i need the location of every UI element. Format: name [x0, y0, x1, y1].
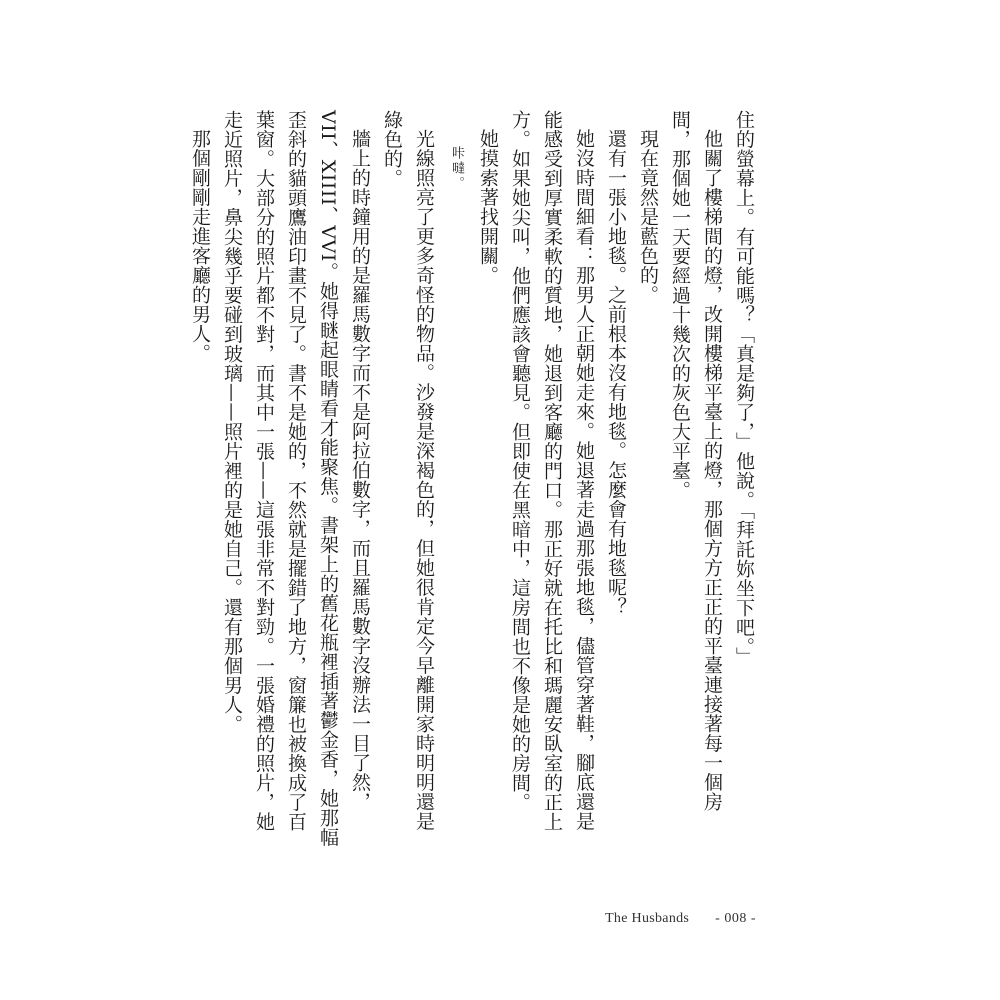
paragraph: 光線照亮了更多奇怪的物品。沙發是深褐色的，但她很肯定今早離開家時明明還是綠色的。 [381, 110, 435, 831]
page-number: - 008 - [715, 911, 756, 926]
paragraph: 牆上的時鐘用的是羅馬數字而不是阿拉伯數字，而且羅馬數字沒辦法一目了然，VII、XIIII、VVI。她得瞇起眼睛看才能聚焦。書架上的舊花瓶裡插著鬱金香，她那幅歪斜的貓頭鷹油印畫不見了。書不是她的，不然就是擺錯了地方，窗簾也被換成了百葉窗。大部分的照片都不對，而其中一張——這張非常不對勁。一張婚禮的照片，她走近照片，鼻尖幾乎要碰到玻璃——照片裡的是她自己。還有那個男人。 [221, 110, 371, 847]
vertical-text-body [184, 110, 760, 850]
running-title: The Husbands [605, 911, 690, 926]
paragraph: 現在竟然是藍色的。 [637, 129, 659, 305]
paragraph: 他關了樓梯間的燈，改開樓梯平臺上的燈，那個方方正正的平臺連接著每一個房間，那個她一天要經過十幾次的灰色大平臺。 [669, 110, 723, 812]
paragraph: 還有一張小地毯。之前根本沒有地毯。怎麼會有地毯呢？ [605, 129, 627, 617]
paragraph: 她沒時間細看：那男人正朝她走來。她退著走過那張地毯，儘管穿著鞋，腳底還是能感受到厚實柔軟的質地，她退到客廳的門口。那正好就在托比和瑪麗安臥室的正上方。如果她尖叫，他們應該會聽見。但即使在黑暗中，這房間也不像是她的房間。 [509, 110, 595, 832]
paragraph: 那個剛剛走進客廳的男人。 [189, 129, 211, 363]
page-footer [605, 911, 756, 927]
paragraph: 她摸索著找開關。 [477, 129, 499, 285]
paragraph: 住的螢幕上。有可能嗎？「真是夠了，」他說。「拜託妳坐下吧。」 [733, 110, 755, 667]
sound-effect-text: 咔噠。 [449, 146, 464, 191]
